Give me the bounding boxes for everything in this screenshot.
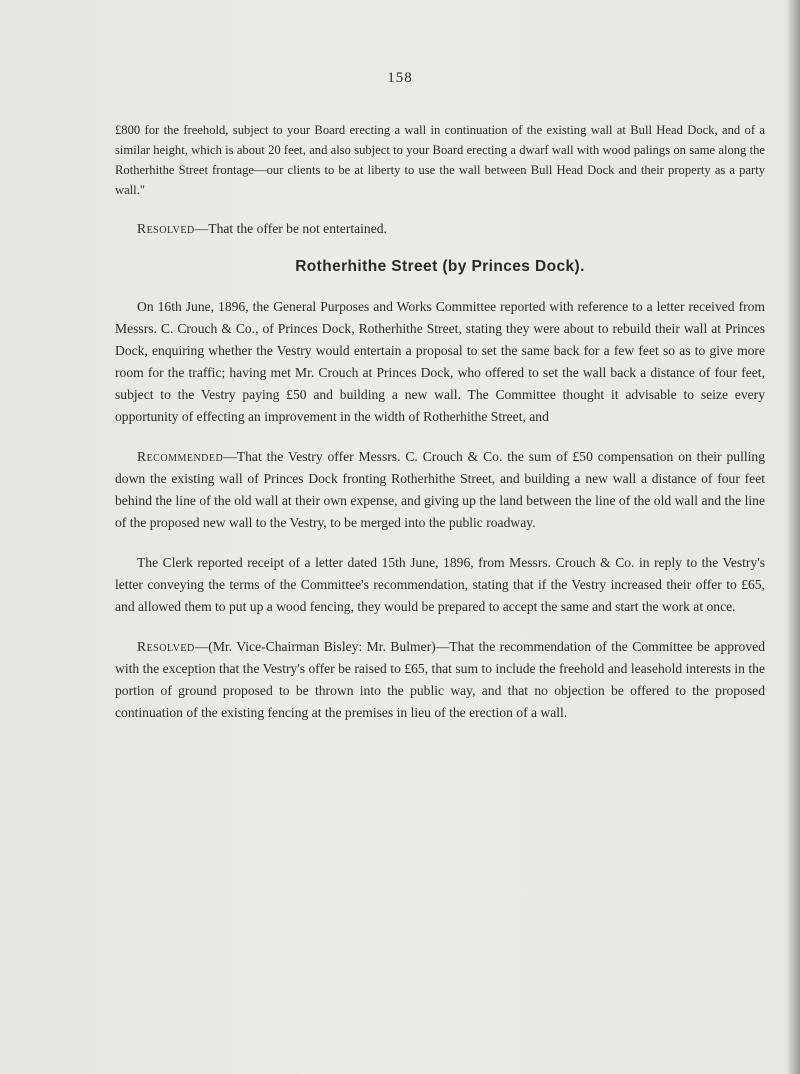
final-resolution-text: —(Mr. Vice-Chairman Bisley: Mr. Bulmer)—That the recommendation of the Committee be approved with the exception that the Vestry's offer be raised to £65, that sum to include the freehold and leasehold interests in the portion of ground proposed to be thrown into the public way, and that no objection be offered to the proposed continuation of the existing fencing at the premises in lieu of the erection of a wall. bbox=[115, 639, 765, 720]
committee-report-paragraph: On 16th June, 1896, the General Purposes and Works Committee reported with reference to a letter received from Messrs. C. Crouch & Co., of Princes Dock, Rotherhithe Street, stating they were about to rebuild their wall at Princes Dock, enquiring whether the Vestry would entertain a proposal to set the same back for a few feet so as to give more room for the traffic; having met Mr. Crouch at Princes Dock, who offered to set the wall back a distance of four feet, subject to the Vestry paying £50 and building a new wall. The Committee thought it advisable to seize every opportunity of effecting an improvement in the width of Rotherhithe Street, and bbox=[115, 299, 765, 424]
page-edge-shadow bbox=[786, 0, 800, 1074]
recommended-label: Recommended bbox=[137, 449, 224, 464]
resolved-label-2: Resolved bbox=[137, 639, 195, 654]
resolved-label: Resolved bbox=[137, 221, 195, 236]
quote-continuation: £800 for the freehold, subject to your Board erecting a wall in continuation of the existing wall at Bull Head Dock, and of a similar height, which is about 20 feet, and also subject to your Board erecting a dwarf wall with wood palings on same along the Rotherhithe Street frontage—our clients to be at liberty to use the wall between Bull Head Dock and their property as a party wall." bbox=[115, 123, 765, 197]
resolution-paragraph bbox=[115, 218, 765, 240]
page-content bbox=[115, 120, 765, 724]
recommendation-paragraph bbox=[115, 446, 765, 534]
page-number: 158 bbox=[387, 70, 413, 86]
recommendation-text: —That the Vestry offer Messrs. C. Crouch & Co. the sum of £50 compensation on their pulling down the existing wall of Princes Dock fronting Rotherhithe Street, and building a new wall a distance of four feet behind the line of the old wall at their own expense, and giving up the land between the line of the old wall and the line of the proposed new wall to the Vestry, to be merged into the public roadway. bbox=[115, 449, 765, 530]
resolution-text: —That the offer be not entertained. bbox=[194, 221, 387, 236]
final-resolution-paragraph bbox=[115, 636, 765, 724]
section-heading: Rotherhithe Street (by Princes Dock). bbox=[295, 258, 585, 275]
clerk-report-paragraph: The Clerk reported receipt of a letter dated 15th June, 1896, from Messrs. Crouch & Co. in reply to the Vestry's letter conveying the terms of the Committee's recommendation, stating that if the Vestry increased their offer to £65, and allowed them to put up a wood fencing, they would be prepared to accept the same and start the work at once. bbox=[115, 555, 765, 614]
